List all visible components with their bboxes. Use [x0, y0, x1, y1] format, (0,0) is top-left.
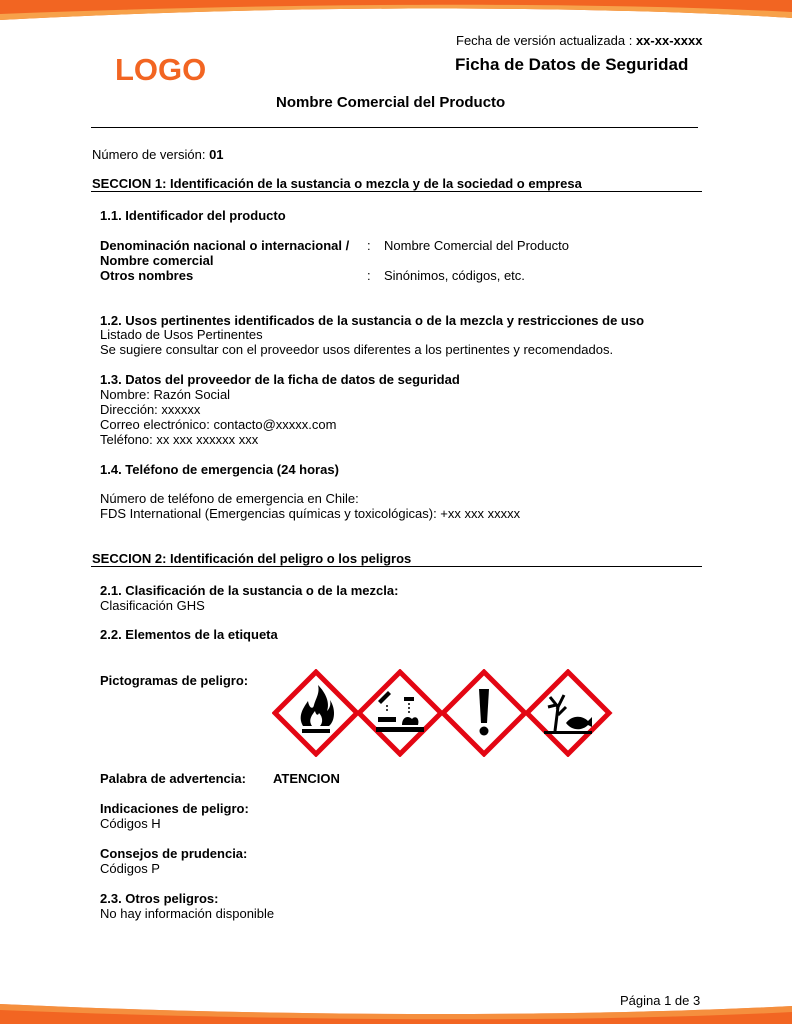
header-wave: [0, 0, 792, 22]
s12-line2: Se sugiere consultar con el proveedor usos diferentes a los pertinentes y recomendados.: [100, 342, 614, 357]
denomination-label-line1: Denominación nacional o internacional /: [100, 238, 350, 253]
section2-title: SECCION 2: Identificación del peligro o los peligros: [92, 551, 412, 566]
product-name-heading: Nombre Comercial del Producto: [276, 94, 506, 111]
s12-title: 1.2. Usos pertinentes identificados de la sustancia o de la mezcla y restricciones de uso: [100, 313, 645, 328]
footer-wave: [0, 1002, 792, 1024]
corrosion-icon: [359, 672, 441, 754]
supplier-phone: Teléfono: xx xxx xxxxxx xxx: [100, 432, 259, 447]
section2-divider: [91, 566, 702, 567]
denomination-value: Nombre Comercial del Producto: [384, 238, 569, 253]
s23-title: 2.3. Otros peligros:: [100, 891, 219, 906]
other-names-colon: :: [367, 268, 371, 283]
version-number-value: 01: [209, 147, 224, 162]
logo: LOGO: [115, 52, 207, 87]
version-number: [92, 147, 224, 162]
version-date-value: xx-xx-xxxx: [635, 33, 703, 48]
version-number-label: Número de versión:: [92, 147, 206, 162]
supplier-name: Nombre: Razón Social: [100, 387, 231, 402]
header-divider: [91, 127, 698, 128]
s22-title: 2.2. Elementos de la etiqueta: [100, 627, 278, 642]
signal-word-label: Palabra de advertencia:: [100, 771, 246, 786]
page-number: Página 1 de 3: [620, 993, 701, 1008]
pictograms-label: Pictogramas de peligro:: [100, 673, 249, 688]
version-date: [456, 33, 702, 48]
flame-icon: [275, 672, 357, 754]
signal-word-value: ATENCION: [273, 771, 340, 786]
hazard-pictograms: [272, 669, 616, 757]
s14-title: 1.4. Teléfono de emergencia (24 horas): [100, 462, 339, 477]
document-title: Ficha de Datos de Seguridad: [455, 55, 689, 74]
emergency-line1: Número de teléfono de emergencia en Chile:: [100, 491, 359, 506]
supplier-email: Correo electrónico: contacto@xxxxx.com: [100, 417, 337, 432]
other-names-value: Sinónimos, códigos, etc.: [384, 268, 525, 283]
other-names-label: Otros nombres: [100, 268, 194, 283]
section1-divider: [91, 191, 702, 192]
s21-title: 2.1. Clasificación de la sustancia o de la mezcla:: [100, 583, 399, 598]
s13-title: 1.3. Datos del proveedor de la ficha de datos de seguridad: [100, 372, 460, 387]
denomination-label-line2: Nombre comercial: [100, 253, 214, 268]
hazard-statements-value: Códigos H: [100, 816, 161, 831]
s23-value: No hay información disponible: [100, 906, 275, 921]
hazard-statements-label: Indicaciones de peligro:: [100, 801, 249, 816]
denomination-colon: :: [367, 238, 371, 253]
emergency-line2: FDS International (Emergencias químicas y toxicológicas): +xx xxx xxxxx: [100, 506, 521, 521]
supplier-address: Dirección: xxxxxx: [100, 402, 201, 417]
s21-value: Clasificación GHS: [100, 598, 205, 613]
section1-title: SECCION 1: Identificación de la sustancia o mezcla y de la sociedad o empresa: [92, 176, 582, 191]
exclamation-icon: [443, 672, 525, 754]
prudence-value: Códigos P: [100, 861, 160, 876]
version-date-label: Fecha de versión actualizada :: [456, 33, 633, 48]
environment-icon: [527, 672, 609, 754]
prudence-label: Consejos de prudencia:: [100, 846, 248, 861]
s11-title: 1.1. Identificador del producto: [100, 208, 286, 223]
s12-line1: Listado de Usos Pertinentes: [100, 327, 263, 342]
